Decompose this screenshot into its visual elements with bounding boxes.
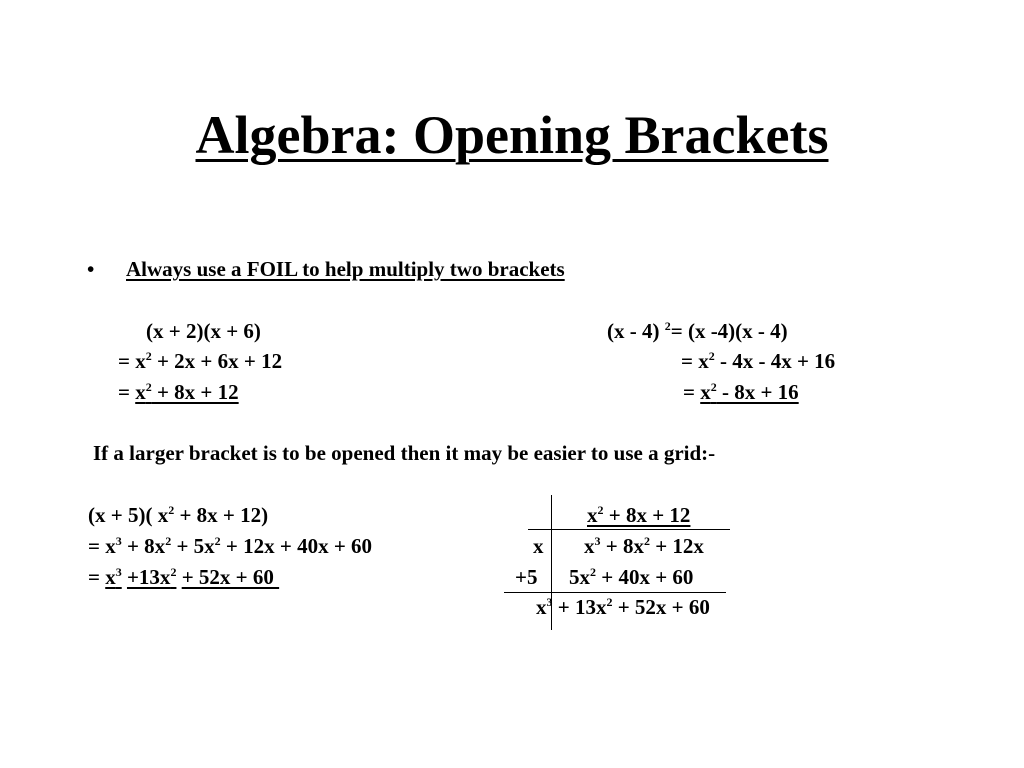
grid-total-exp2: 2	[606, 595, 613, 609]
ex3-l3-x3	[105, 565, 122, 589]
grid-row2	[569, 564, 693, 590]
grid-header-a: x	[587, 503, 598, 527]
grid-r2-b: + 40x + 60	[596, 565, 694, 589]
grid-row2-label: +5	[515, 565, 538, 589]
grid-r1-exp1: 3	[594, 534, 601, 548]
grid-total-c: + 52x + 60	[612, 595, 710, 619]
example2-line2	[681, 348, 835, 374]
grid-r1-b: + 8x	[600, 534, 644, 558]
ex2-l2-exp: 2	[708, 349, 715, 363]
ex2-l3-x2	[700, 380, 717, 404]
ex3-l3-exp1: 3	[115, 565, 122, 579]
ex2-l1-a: (x - 4)	[607, 319, 665, 343]
grid-header-line	[528, 529, 730, 530]
ex3-l2-c: + 5x	[171, 534, 215, 558]
ex3-l1-exp: 2	[168, 503, 175, 517]
example1-line1: (x + 2)(x + 6)	[146, 319, 261, 343]
example3-line2	[88, 533, 372, 559]
ex3-l2-exp1: 3	[115, 534, 122, 548]
example2-line1	[607, 318, 788, 344]
ex1-l3-exp: 2	[145, 380, 152, 394]
example2-line3	[683, 379, 799, 405]
grid-total-b: + 13x	[552, 595, 607, 619]
ex3-l3-x: x	[105, 565, 116, 589]
ex1-l3-x2	[135, 380, 152, 404]
ex2-l3-exp: 2	[710, 380, 717, 394]
grid-header-exp: 2	[597, 503, 604, 517]
ex1-l3-rest: + 8x + 12	[151, 380, 239, 404]
grid-total-line	[504, 592, 726, 593]
example1-line2	[118, 348, 282, 374]
slide-title	[0, 100, 1024, 170]
ex1-l3-eq: =	[118, 380, 136, 404]
ex3-l1-a: (x + 5)( x	[88, 503, 169, 527]
ex1-l2-a: = x	[118, 349, 146, 373]
grid-r2-a: 5x	[569, 565, 590, 589]
bullet-icon: •	[87, 257, 95, 281]
grid-r1-c: + 12x	[649, 534, 704, 558]
ex2-l1-exp: 2	[664, 319, 671, 333]
ex1-l3-x: x	[135, 380, 146, 404]
grid-row1-label: x	[533, 534, 544, 558]
ex2-l2-b: - 4x - 4x + 16	[714, 349, 836, 373]
grid-r1-exp2: 2	[643, 534, 650, 548]
example3-line1	[88, 502, 268, 528]
ex3-l3-mid: +13x	[126, 565, 171, 589]
slide-title-text: Algebra: Opening Brackets	[195, 105, 829, 165]
ex3-l3-13x2	[127, 565, 176, 589]
ex2-l1-b: = (x -4)(x - 4)	[670, 319, 788, 343]
ex3-l2-b: + 8x	[121, 534, 166, 558]
grid-header	[587, 502, 690, 528]
grid-header-b: + 8x + 12	[603, 503, 691, 527]
ex2-l3-x: x	[700, 380, 711, 404]
grid-total	[536, 594, 710, 620]
example3-line3	[88, 564, 279, 590]
ex1-l2-exp: 2	[145, 349, 152, 363]
grid-header-underlined	[587, 503, 690, 527]
example1-line3	[118, 379, 239, 405]
grid-row1	[584, 533, 704, 559]
ex3-l2-exp3: 2	[214, 534, 221, 548]
ex3-l2-exp2: 2	[165, 534, 172, 548]
ex3-l3-eq: =	[88, 565, 106, 589]
ex3-l3-rest: + 52x + 60	[181, 565, 280, 589]
ex3-l2-a: = x	[88, 534, 116, 558]
grid-tip: If a larger bracket is to be opened then it may be easier to use a grid:-	[93, 441, 716, 465]
ex3-l1-b: + 8x + 12)	[174, 503, 269, 527]
ex2-l2-a: = x	[681, 349, 709, 373]
grid-r2-exp: 2	[590, 565, 596, 579]
foil-tip: Always use a FOIL to help multiply two brackets	[126, 257, 565, 281]
ex2-l3-rest: - 8x + 16	[716, 380, 799, 404]
grid-r1-a: x	[584, 534, 595, 558]
ex3-l2-d: + 12x + 40x + 60	[220, 534, 373, 558]
ex1-l2-b: + 2x + 6x + 12	[151, 349, 283, 373]
grid-total-exp1: 3	[546, 595, 553, 609]
ex2-l3-eq: =	[683, 380, 701, 404]
grid-total-a: x	[536, 595, 547, 619]
ex3-l3-exp2: 2	[170, 565, 177, 579]
